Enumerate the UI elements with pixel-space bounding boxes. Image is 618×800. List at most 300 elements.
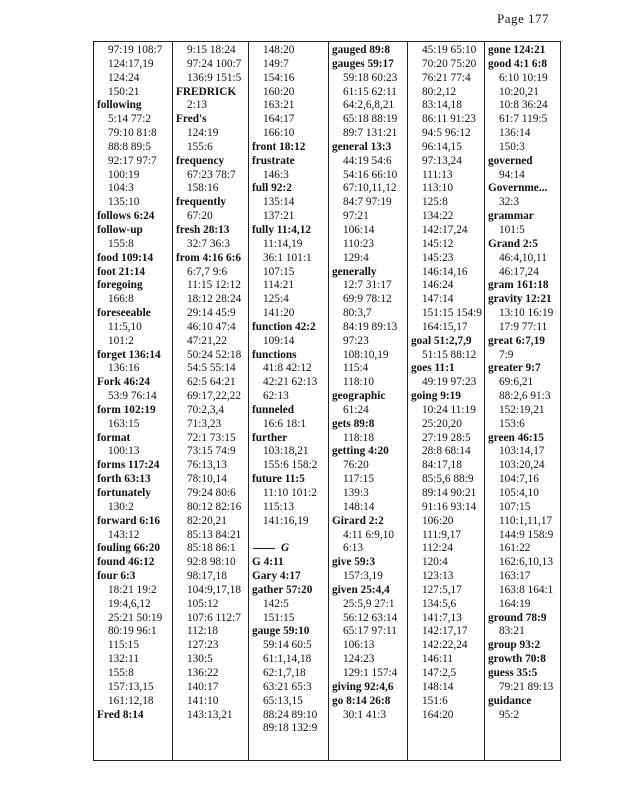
index-term: geographic — [332, 390, 386, 403]
index-reference: 155:8 — [108, 666, 134, 679]
index-reference: 88:2,6 91:3 — [499, 390, 551, 403]
index-reference: 151:15 154:9 — [422, 307, 482, 320]
index-reference: 136:16 — [108, 362, 140, 375]
index-reference: 155:6 — [187, 140, 213, 153]
index-reference: 56:12 63:14 — [343, 611, 398, 624]
index-term: gone 124:21 — [488, 44, 546, 56]
index-term: go 8:14 26:8 — [332, 694, 391, 707]
index-reference: 158:16 — [187, 182, 219, 195]
index-reference: 163:21 — [263, 99, 295, 112]
index-reference: 80:3,7 — [343, 307, 372, 320]
index-term: further — [252, 431, 288, 444]
index-term: following — [97, 99, 142, 112]
index-reference: 106:13 — [343, 639, 375, 652]
index-reference: 32:7 36:3 — [187, 237, 230, 250]
index-term: Fred's — [176, 113, 207, 126]
index-reference: 141:16,19 — [263, 514, 309, 527]
index-reference: 29:14 45:9 — [187, 307, 236, 320]
index-reference: 110:23 — [343, 237, 374, 250]
index-reference: 106:20 — [422, 514, 454, 527]
index-reference: 61:7 119:5 — [499, 113, 548, 126]
index-reference: 18:21 19:2 — [108, 583, 157, 596]
index-reference: 88:24 89:10 — [263, 708, 318, 721]
index-reference: 89:14 90:21 — [422, 487, 477, 499]
index-reference: 62:1,7,18 — [263, 666, 306, 679]
index-reference: 5:14 77:2 — [108, 113, 151, 126]
index-reference: 9:15 18:24 — [187, 44, 236, 56]
index-reference: 162:6,10,13 — [499, 556, 553, 569]
index-term: group 93:2 — [488, 639, 541, 652]
index-reference: 41:8 42:12 — [263, 362, 312, 375]
index-reference: 64:2,6,8,21 — [343, 99, 395, 112]
index-term: gather 57:20 — [252, 583, 313, 596]
index-term: give 59:3 — [332, 556, 375, 569]
index-reference: 115:4 — [343, 362, 369, 375]
index-term: food 109:14 — [97, 251, 154, 264]
index-reference: 7:9 — [499, 348, 514, 361]
index-term: green 46:15 — [488, 431, 544, 444]
index-reference: 112:24 — [422, 542, 453, 555]
index-reference: 80:12 82:16 — [187, 500, 242, 513]
index-reference: 148:14 — [343, 500, 375, 513]
index-term: goes 11:1 — [411, 362, 455, 375]
index-reference: 120:4 — [422, 556, 448, 569]
index-reference: 6:10 10:19 — [499, 71, 548, 84]
index-reference: 129:1 157:4 — [343, 666, 398, 679]
index-reference: 79:24 80:6 — [187, 487, 236, 499]
index-term: growth 70:8 — [488, 653, 546, 666]
index-term: Fork 46:24 — [97, 376, 151, 389]
index-term: gram 161:18 — [488, 279, 549, 292]
index-reference: 163:15 — [108, 417, 140, 430]
index-reference: 105:4,10 — [499, 487, 539, 499]
index-reference: 112:18 — [187, 625, 218, 638]
index-reference: 146:24 — [422, 279, 454, 292]
index-reference: 124:24 — [108, 71, 140, 84]
index-reference: 13:10 16:19 — [499, 307, 554, 320]
index-reference: 135:10 — [108, 196, 140, 209]
index-reference: 105:12 — [187, 597, 219, 610]
index-reference: 149:7 — [263, 57, 289, 70]
index-term: fully 11:4,12 — [252, 223, 311, 236]
index-term: gauges 59:17 — [332, 57, 394, 70]
index-reference: 79:10 81:8 — [108, 127, 157, 140]
index-reference: 164:15,17 — [422, 320, 468, 333]
index-reference: 130:2 — [108, 500, 134, 513]
index-reference: 117:15 — [343, 473, 374, 486]
index-reference: 142:5 — [263, 597, 289, 610]
index-reference: 32:3 — [499, 196, 520, 209]
index-reference: 155:6 158:2 — [263, 459, 318, 472]
index-term: G 4:11 — [252, 556, 284, 569]
index-term: found 46:12 — [97, 556, 155, 569]
index-term: going 9:19 — [411, 390, 461, 403]
index-term: G — [249, 542, 328, 556]
index-reference: 85:13 84:21 — [187, 528, 242, 541]
index-reference: 146:14,16 — [422, 265, 468, 278]
index-reference: 84:17,18 — [422, 459, 462, 472]
index-reference: 132:11 — [108, 653, 139, 666]
index-reference: 143:13,21 — [187, 708, 233, 721]
index-reference: 109:14 — [263, 334, 295, 347]
index-reference: 11:10 101:2 — [263, 487, 317, 499]
index-reference: 69:17,22,22 — [187, 390, 241, 403]
index-column-5 — [408, 42, 484, 760]
index-term: goal 51:2,7,9 — [411, 334, 472, 347]
index-reference: 11:14,19 — [263, 237, 303, 250]
index-term: forward 6:16 — [97, 514, 161, 527]
index-term: front 18:12 — [252, 140, 306, 153]
index-reference: 164:17 — [263, 113, 295, 126]
index-reference: 62:5 64:21 — [187, 376, 236, 389]
index-reference: 25:21 50:19 — [108, 611, 163, 624]
index-reference: 106:14 — [343, 223, 375, 236]
index-reference: 94:14 — [499, 168, 525, 181]
index-reference: 42:21 62:13 — [263, 376, 318, 389]
index-reference: 108:10,19 — [343, 348, 389, 361]
index-reference: 134:5,6 — [422, 597, 457, 610]
index-reference: 160:20 — [263, 85, 295, 98]
index-reference: 10:20,21 — [499, 85, 539, 98]
index-reference: 46:4,10,11 — [499, 251, 547, 264]
index-term: follow-up — [97, 223, 143, 236]
index-column-2 — [173, 42, 248, 760]
index-reference: 54:16 66:10 — [343, 168, 398, 181]
index-term: Girard 2:2 — [332, 514, 384, 527]
index-reference: 86:11 91:23 — [422, 113, 476, 126]
index-term: FREDRICK — [176, 85, 237, 98]
index-reference: 154:16 — [263, 71, 295, 84]
index-reference: 82:20,21 — [187, 514, 227, 527]
index-reference: 104:9,17,18 — [187, 583, 241, 596]
index-term: grammar — [488, 210, 534, 223]
index-reference: 54:5 55:14 — [187, 362, 236, 375]
index-term: forth 63:13 — [97, 473, 151, 486]
index-reference: 123:13 — [422, 570, 454, 583]
index-reference: 136:14 — [499, 127, 531, 140]
index-reference: 69:9 78:12 — [343, 293, 392, 306]
index-reference: 67:23 78:7 — [187, 168, 236, 181]
index-reference: 91:16 93:14 — [422, 500, 477, 513]
index-reference: 83:14,18 — [422, 99, 462, 112]
index-reference: 25:5,9 27:1 — [343, 597, 395, 610]
index-reference: 145:23 — [422, 251, 454, 264]
index-reference: 111:9,17 — [422, 528, 462, 541]
index-term: frequently — [176, 196, 226, 209]
index-reference: 84:19 89:13 — [343, 320, 398, 333]
index-term: forget 136:14 — [97, 348, 161, 361]
index-reference: 16:6 18:1 — [263, 417, 306, 430]
index-reference: 46:10 47:4 — [187, 320, 236, 333]
index-reference: 27:19 28:5 — [422, 431, 471, 444]
index-term: foot 21:14 — [97, 265, 146, 278]
index-term: function 42:2 — [252, 320, 316, 333]
index-reference: 70:20 75:20 — [422, 57, 477, 70]
index-table — [93, 41, 561, 761]
index-reference: 101:2 — [108, 334, 134, 347]
index-reference: 18:12 28:24 — [187, 293, 242, 306]
index-term: foreseeable — [97, 307, 151, 320]
section-rule — [253, 548, 275, 549]
page-number-label: Page 177 — [497, 11, 550, 26]
index-reference: 104:3 — [108, 182, 134, 195]
index-term: Governme... — [488, 182, 548, 195]
index-reference: 125:8 — [422, 196, 448, 209]
index-term: Fred 8:14 — [97, 708, 144, 721]
index-reference — [249, 529, 328, 543]
index-reference: 70:2,3,4 — [187, 403, 225, 416]
index-reference: 97:13,24 — [422, 154, 462, 167]
index-reference: 107:15 — [263, 265, 295, 278]
index-reference: 107:15 — [499, 500, 531, 513]
index-reference: 127:23 — [187, 639, 219, 652]
index-reference: 141:20 — [263, 307, 295, 320]
index-reference: 118:10 — [343, 376, 374, 389]
index-reference: 130:5 — [187, 653, 213, 666]
index-term: from 4:16 6:6 — [176, 251, 242, 264]
index-column-1 — [94, 42, 172, 760]
index-term: given 25:4,4 — [332, 583, 390, 596]
index-reference: 83:21 — [499, 625, 525, 638]
index-reference: 11:15 12:12 — [187, 279, 241, 292]
index-term: functions — [252, 348, 297, 361]
index-reference: 69:6,21 — [499, 376, 534, 389]
index-term: gravity 12:21 — [488, 293, 552, 306]
index-reference: 44:19 54:6 — [343, 154, 392, 167]
index-reference: 139:3 — [343, 487, 369, 499]
index-term: full 92:2 — [252, 182, 292, 195]
index-reference: 61:24 — [343, 403, 369, 416]
index-reference: 85:5,6 88:9 — [422, 473, 474, 486]
index-reference: 61:15 62:11 — [343, 85, 397, 98]
index-term: gauge 59:10 — [252, 625, 310, 638]
index-reference: 84:7 97:19 — [343, 196, 392, 209]
index-reference: 25:20,20 — [422, 417, 462, 430]
index-reference: 163:8 164:1 — [499, 583, 554, 596]
index-reference: 145:12 — [422, 237, 454, 250]
index-reference: 85:18 86:1 — [187, 542, 236, 555]
index-term: gauged 89:8 — [332, 44, 391, 56]
index-reference: 100:13 — [108, 445, 140, 458]
index-reference: 164:19 — [499, 597, 531, 610]
index-reference: 146:11 — [422, 653, 453, 666]
index-reference: 155:8 — [108, 237, 134, 250]
index-reference: 62:13 — [263, 390, 289, 403]
index-term: form 102:19 — [97, 403, 156, 416]
index-reference: 36:1 101:1 — [263, 251, 312, 264]
index-reference: 95:2 — [499, 708, 520, 721]
index-term: good 4:1 6:8 — [488, 57, 547, 70]
index-reference: 89:18 132:9 — [263, 722, 318, 735]
index-term: follows 6:24 — [97, 210, 155, 223]
index-reference: 166:10 — [263, 127, 295, 140]
index-reference: 100:19 — [108, 168, 140, 181]
index-reference: 101:5 — [499, 223, 525, 236]
index-reference: 89:7 131:21 — [343, 127, 398, 140]
index-reference: 65:18 88:19 — [343, 113, 398, 126]
index-reference: 28:8 68:14 — [422, 445, 471, 458]
index-reference: 152:19,21 — [499, 403, 545, 416]
index-reference: 97:21 — [343, 210, 369, 223]
index-reference: 78:10,14 — [187, 473, 227, 486]
index-term: forms 117:24 — [97, 459, 160, 472]
index-column-6 — [485, 42, 561, 760]
index-reference: 67:20 — [187, 210, 213, 223]
index-reference: 150:21 — [108, 85, 140, 98]
index-term: greater 9:7 — [488, 362, 541, 375]
index-reference: 166:8 — [108, 293, 134, 306]
index-reference: 96:14,15 — [422, 140, 462, 153]
index-reference: 115:13 — [263, 500, 294, 513]
index-term: fouling 66:20 — [97, 542, 161, 555]
index-term: future 11:5 — [252, 473, 305, 486]
index-reference: 30:1 41:3 — [343, 708, 386, 721]
index-reference: 88:8 89:5 — [108, 140, 151, 153]
index-term: format — [97, 431, 131, 444]
index-reference: 45:19 65:10 — [422, 44, 477, 56]
index-reference: 136:22 — [187, 666, 219, 679]
index-reference: 92:17 97:7 — [108, 154, 157, 167]
index-reference: 124:19 — [187, 127, 219, 140]
index-reference: 142:17,17 — [422, 625, 468, 638]
index-reference: 72:1 73:15 — [187, 431, 236, 444]
index-reference: 59:18 60:23 — [343, 71, 398, 84]
index-reference: 124:23 — [343, 653, 375, 666]
index-term: four 6:3 — [97, 570, 136, 583]
index-reference: 80:19 96:1 — [108, 625, 157, 638]
index-term: frustrate — [252, 154, 295, 167]
index-reference: 46:17,24 — [499, 265, 539, 278]
index-term: fresh 28:13 — [176, 223, 230, 236]
index-reference: 63:21 65:3 — [263, 680, 312, 693]
index-term: getting 4:20 — [332, 445, 389, 458]
index-reference: 10:24 11:19 — [422, 403, 476, 416]
index-reference: 76:20 — [343, 459, 369, 472]
index-term: guess 35:5 — [488, 666, 538, 679]
index-reference: 104:7,16 — [499, 473, 539, 486]
index-term: fortunately — [97, 487, 151, 499]
index-reference: 71:3,23 — [187, 417, 222, 430]
index-reference: 73:15 74:9 — [187, 445, 236, 458]
index-reference: 129:4 — [343, 251, 369, 264]
index-reference: 98:17,18 — [187, 570, 227, 583]
index-term: ground 78:9 — [488, 611, 547, 624]
index-reference: 157:13,15 — [108, 680, 154, 693]
index-column-4 — [329, 42, 407, 760]
index-reference: 157:3,19 — [343, 570, 383, 583]
index-reference: 65:17 97:11 — [343, 625, 397, 638]
index-term: generally — [332, 265, 377, 278]
index-reference: 79:21 89:13 — [499, 680, 554, 693]
index-reference: 144:9 158:9 — [499, 528, 554, 541]
index-reference: 92:8 98:10 — [187, 556, 236, 569]
index-reference: 142:17,24 — [422, 223, 468, 236]
index-reference: 151:6 — [422, 694, 448, 707]
index-term: foregoing — [97, 279, 143, 292]
index-reference: 118:18 — [343, 431, 374, 444]
index-column-3 — [249, 42, 328, 760]
index-reference: 67:10,11,12 — [343, 182, 397, 195]
index-reference: 141:7,13 — [422, 611, 462, 624]
index-reference: 125:4 — [263, 293, 289, 306]
index-reference: 65:13,15 — [263, 694, 303, 707]
index-reference: 127:5,17 — [422, 583, 462, 596]
index-reference: 11:5,10 — [108, 320, 142, 333]
index-reference: 135:14 — [263, 196, 295, 209]
index-reference: 147:2,5 — [422, 666, 457, 679]
index-reference: 151:15 — [263, 611, 295, 624]
index-reference: 113:10 — [422, 182, 453, 195]
index-reference: 51:15 88:12 — [422, 348, 477, 361]
index-term: governed — [488, 154, 533, 167]
index-reference: 97:23 — [343, 334, 369, 347]
index-reference: 53:9 76:14 — [108, 390, 157, 403]
index-reference: 49:19 97:23 — [422, 376, 477, 389]
index-reference: 146:3 — [263, 168, 289, 181]
index-reference: 161:12,18 — [108, 694, 154, 707]
index-reference: 103:18,21 — [263, 445, 309, 458]
index-reference: 2:13 — [187, 99, 208, 112]
index-reference: 76:13,13 — [187, 459, 227, 472]
index-reference: 114:21 — [263, 279, 294, 292]
index-reference: 137:21 — [263, 210, 295, 223]
index-reference: 150:3 — [499, 140, 525, 153]
index-reference: 94:5 96:12 — [422, 127, 471, 140]
index-reference: 97:19 108:7 — [108, 44, 163, 56]
index-term: general 13:3 — [332, 140, 392, 153]
index-reference: 107:6 112:7 — [187, 611, 241, 624]
index-reference: 134:22 — [422, 210, 454, 223]
index-reference: 50:24 52:18 — [187, 348, 242, 361]
index-reference: 80:2,12 — [422, 85, 457, 98]
index-reference: 164:20 — [422, 708, 454, 721]
index-reference: 111:13 — [422, 168, 453, 181]
index-reference: 12:7 31:17 — [343, 279, 392, 292]
index-reference: 19:4,6,12 — [108, 597, 151, 610]
index-reference: 148:20 — [263, 44, 295, 56]
index-term: funneled — [252, 403, 295, 416]
index-reference: 115:15 — [108, 639, 139, 652]
index-term: Grand 2:5 — [488, 237, 538, 250]
index-term: gets 89:8 — [332, 417, 375, 430]
index-reference: 61:1,14,18 — [263, 653, 312, 666]
index-reference: 124:17,19 — [108, 57, 154, 70]
index-reference: 59:14 60:5 — [263, 639, 312, 652]
index-term: Gary 4:17 — [252, 570, 301, 583]
index-reference: 136:9 151:5 — [187, 71, 242, 84]
index-term: guidance — [488, 694, 532, 707]
index-reference: 103:14,17 — [499, 445, 545, 458]
index-reference: 141:10 — [187, 694, 219, 707]
index-reference: 153:6 — [499, 417, 525, 430]
index-reference: 17:9 77:11 — [499, 320, 548, 333]
index-reference: 142:22,24 — [422, 639, 468, 652]
index-term: frequency — [176, 154, 225, 167]
index-reference: 110:1,11,17 — [499, 514, 553, 527]
index-reference: 6:7,7 9:6 — [187, 265, 228, 278]
index-reference: 140:17 — [187, 680, 219, 693]
index-reference: 47:21,22 — [187, 334, 227, 347]
index-reference: 4:11 6:9,10 — [343, 528, 395, 541]
index-reference: 163:17 — [499, 570, 531, 583]
index-reference: 76:21 77:4 — [422, 71, 471, 84]
index-term: great 6:7,19 — [488, 334, 545, 347]
index-reference: 147:14 — [422, 293, 454, 306]
index-term: giving 92:4,6 — [332, 680, 394, 693]
index-reference: 97:24 100:7 — [187, 57, 242, 70]
index-reference: 161:22 — [499, 542, 531, 555]
index-reference: 148:14 — [422, 680, 454, 693]
